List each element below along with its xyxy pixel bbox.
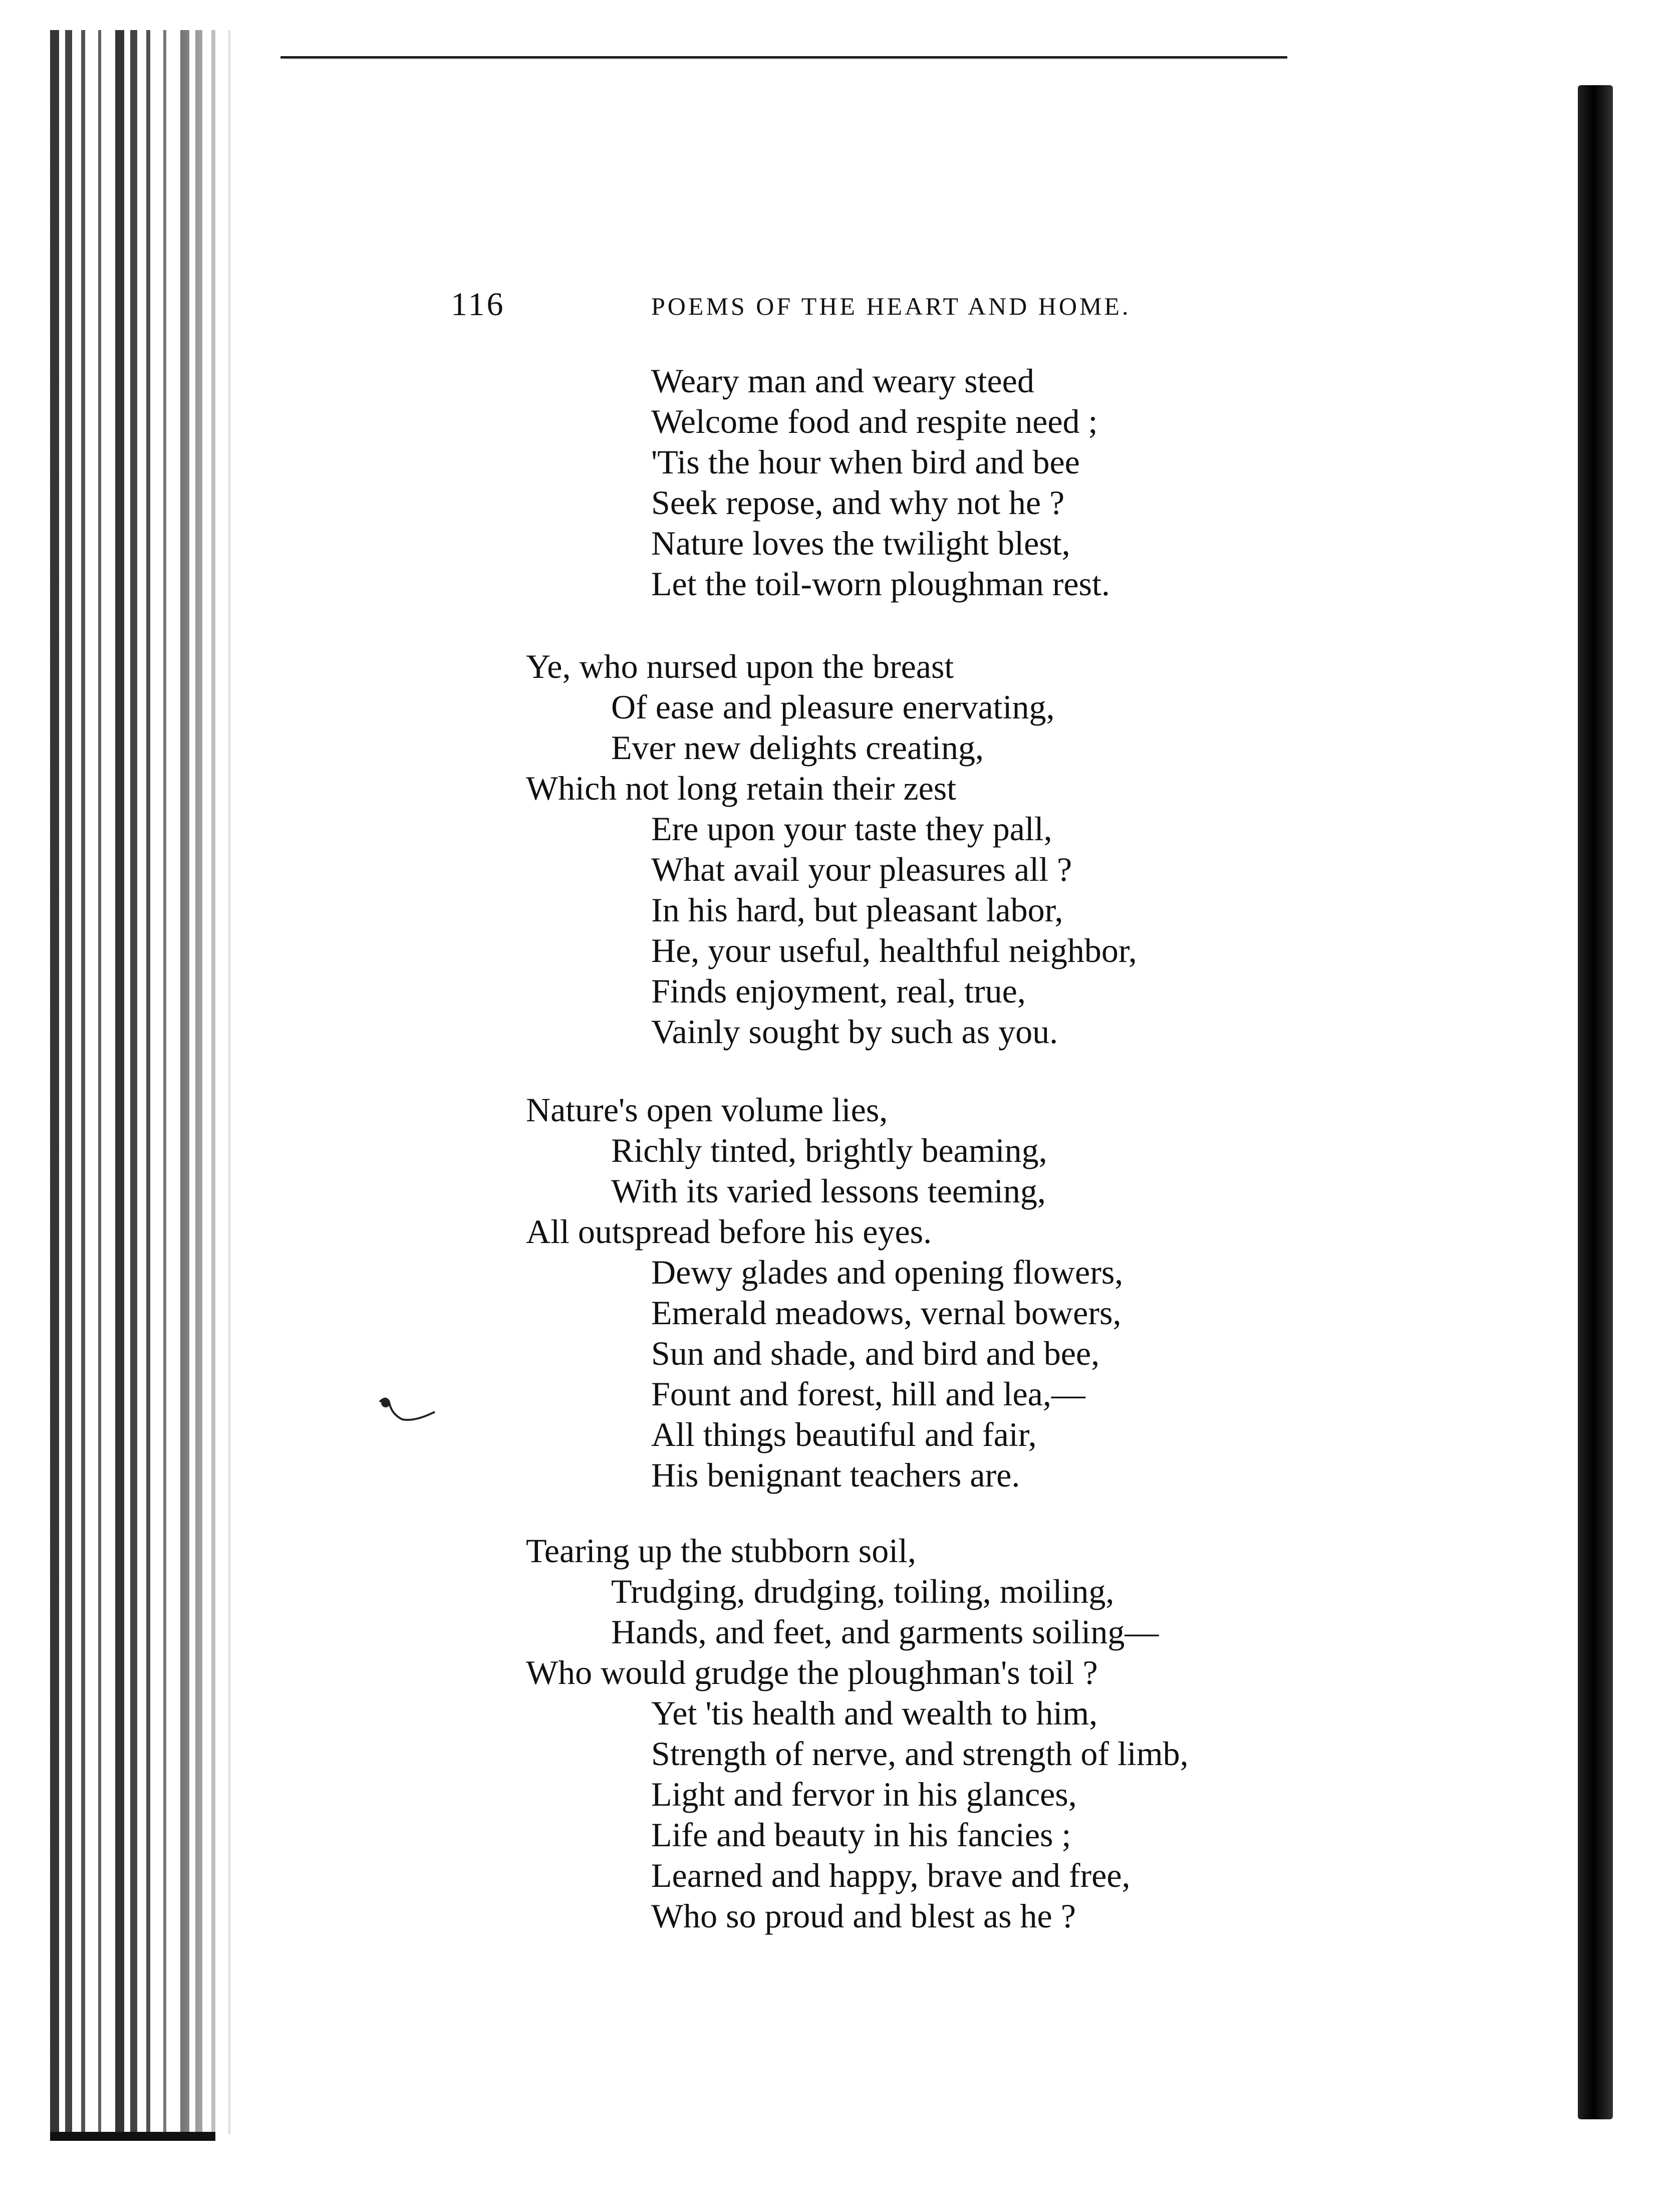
poem-line: What avail your pleasures all ? [651, 850, 1072, 888]
poem-line: Strength of nerve, and strength of limb, [651, 1735, 1189, 1773]
poem-line: Richly tinted, brightly beaming, [611, 1131, 1047, 1169]
poem-line: Yet 'tis health and wealth to him, [651, 1694, 1098, 1732]
poem-line: Trudging, drudging, toiling, moiling, [611, 1572, 1114, 1610]
poem-line: Ere upon your taste they pall, [651, 810, 1052, 848]
poem-line: Let the toil-worn ploughman rest. [651, 565, 1110, 603]
poem-line: He, your useful, healthful neighbor, [651, 931, 1137, 969]
stanza-2 [526, 646, 1377, 1052]
poem-line: In his hard, but pleasant labor, [651, 891, 1063, 929]
binding-edge-fade [150, 30, 240, 2134]
stanza-3 [526, 1090, 1377, 1496]
poem-line: Emerald meadows, vernal bowers, [651, 1294, 1122, 1332]
poem-line: His benignant teachers are. [651, 1456, 1020, 1494]
poem-line: Tearing up the stubborn soil, [526, 1532, 917, 1570]
poem-line: All outspread before his eyes. [526, 1212, 932, 1251]
running-head [451, 286, 1242, 326]
poem-line: Fount and forest, hill and lea,— [651, 1375, 1085, 1413]
stanza-4 [526, 1531, 1377, 1936]
poem-line: Hands, and feet, and garments soiling— [611, 1613, 1159, 1651]
poem-line: Light and fervor in his glances, [651, 1775, 1077, 1813]
ink-smudge [375, 1392, 440, 1437]
poem-line: All things beautiful and fair, [651, 1415, 1037, 1453]
poem-line: Seek repose, and why not he ? [651, 483, 1065, 522]
poem-line: With its varied lessons teeming, [611, 1172, 1046, 1210]
poem-line: Finds enjoyment, real, true, [651, 972, 1026, 1010]
poem-line: Nature's open volume lies, [526, 1091, 888, 1129]
poem-line: Ye, who nursed upon the breast [526, 647, 954, 685]
poem-line: Dewy glades and opening flowers, [651, 1253, 1124, 1291]
top-rule [281, 56, 1287, 59]
poem-line: Nature loves the twilight blest, [651, 524, 1070, 562]
poem-line: Welcome food and respite need ; [651, 402, 1098, 440]
page-number: 116 [451, 286, 505, 323]
poem-line: Who so proud and blest as he ? [651, 1897, 1076, 1935]
poem-line: Life and beauty in his fancies ; [651, 1816, 1071, 1854]
poem-line: Weary man and weary steed [651, 362, 1034, 400]
binding-edge-foot [50, 2132, 215, 2141]
poem-line: 'Tis the hour when bird and bee [651, 443, 1080, 481]
poem-line: Vainly sought by such as you. [651, 1013, 1058, 1051]
right-page-edge [1578, 85, 1613, 2119]
stanza-1 [526, 361, 1377, 604]
poem-line: Ever new delights creating, [611, 728, 984, 767]
poem-line: Learned and happy, brave and free, [651, 1856, 1131, 1894]
running-title: POEMS OF THE HEART AND HOME. [651, 292, 1131, 320]
poem-line: Who would grudge the ploughman's toil ? [526, 1653, 1098, 1691]
poem-line: Which not long retain their zest [526, 769, 957, 807]
poem-line: Sun and shade, and bird and bee, [651, 1334, 1100, 1372]
poem-line: Of ease and pleasure enervating, [611, 688, 1055, 726]
